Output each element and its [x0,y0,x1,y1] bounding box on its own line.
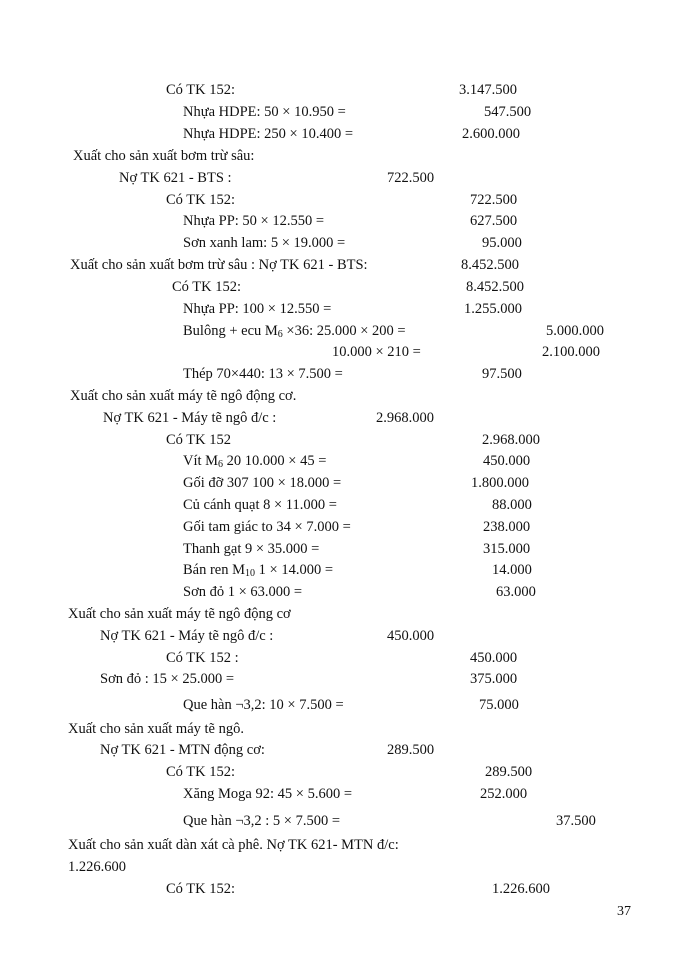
text-line: 10.000 × 210 = [332,344,421,360]
amount: 450.000 [483,453,531,469]
amount: 63.000 [496,584,536,600]
amount: 375.000 [470,671,518,687]
text-line: Nhựa PP: 50 × 12.550 = [183,213,325,229]
text-line: Có TK 152 [166,432,231,448]
amount: 627.500 [470,213,518,229]
amount: 75.000 [479,697,519,713]
text-line: Nhựa HDPE: 50 × 10.950 = [183,104,346,120]
text-line: Thép 70×440: 13 × 7.500 = [183,366,343,382]
amount: 8.452.500 [466,279,524,295]
amount: 8.452.500 [461,257,519,273]
amount: 722.500 [470,192,518,208]
amount: 1.226.600 [68,859,126,875]
amount: 97.500 [482,366,522,382]
text-line: Thanh gạt 9 × 35.000 = [183,541,320,557]
amount: 547.500 [484,104,532,120]
amount: 2.968.000 [482,432,540,448]
text-line: Nhựa HDPE: 250 × 10.400 = [183,126,354,142]
text-line: Có TK 152: [166,881,236,897]
text-line: Xăng Moga 92: 45 × 5.600 = [183,786,352,802]
text-line: Có TK 152: [172,279,242,295]
text-line: Nợ TK 621 - Máy tẽ ngô đ/c : [100,628,274,644]
amount: 1.255.000 [464,301,522,317]
amount: 3.147.500 [459,82,517,98]
text-line: Sơn đỏ : 15 × 25.000 = [100,671,234,687]
amount: 289.500 [485,764,533,780]
amount: 2.100.000 [542,344,600,360]
text-line: Que hàn ¬3,2: 10 × 7.500 = [183,697,344,713]
text-line: Que hàn ¬3,2 : 5 × 7.500 = [183,813,341,829]
amount: 37.500 [556,813,596,829]
amount: 1.800.000 [471,475,529,491]
amount: 252.000 [480,786,528,802]
text-line: Bán ren $M_{10}$ 1 × 14.000 = [183,562,333,579]
amount: 450.000 [387,628,435,644]
amount: 238.000 [483,519,531,535]
section-heading: Xuất cho sản xuất máy tẽ ngô động cơ [68,606,291,622]
text-line: Gối tam giác to 34 × 7.000 = [183,519,351,535]
text-line: Gối đỡ 307 100 × 18.000 = [183,475,342,491]
text-line: Nhựa PP: 100 × 12.550 = [183,301,332,317]
page-number: 37 [617,904,631,919]
text-line: Nợ TK 621 - BTS : [119,170,232,186]
amount: 1.226.600 [492,881,550,897]
amount: 14.000 [492,562,532,578]
section-heading: Xuất cho sản xuất dàn xát cà phê. Nợ TK 621- MTN đ/c: [68,837,399,853]
text-line: Nợ TK 621 - MTN động cơ: [100,742,265,758]
amount: 2.600.000 [462,126,520,142]
amount: 450.000 [470,650,518,666]
amount: 315.000 [483,541,531,557]
text-line: Có TK 152: [166,764,236,780]
text-line: Có TK 152: [166,192,236,208]
text-line: Có TK 152: [166,82,236,98]
text-line: Bulông + ecu $M_6 \times 36$: 25.000 × 200 = [183,323,406,340]
amount: 722.500 [387,170,435,186]
amount: 5.000.000 [546,323,604,339]
text-line: Sơn xanh lam: 5 × 19.000 = [183,235,346,251]
amount: 88.000 [492,497,532,513]
section-heading: Xuất cho sản xuất bơm trừ sâu : Nợ TK 621 - BTS: [70,257,368,273]
text-line: Sơn đỏ 1 × 63.000 = [183,584,303,600]
amount: 95.000 [482,235,522,251]
text-line: Nợ TK 621 - Máy tẽ ngô đ/c : [103,410,277,426]
amount: 289.500 [387,742,435,758]
section-heading: Xuất cho sản xuất máy tẽ ngô. [68,721,244,737]
text-line: Có TK 152 : [166,650,239,666]
section-heading: Xuất cho sản xuất máy tẽ ngô động cơ. [70,388,297,404]
text-line: Vít $M_6$ 20 10.000 × 45 = [183,453,327,470]
text-line: Củ cánh quạt 8 × 11.000 = [183,497,337,513]
amount: 2.968.000 [376,410,434,426]
section-heading: Xuất cho sản xuất bơm trừ sâu: [73,148,255,164]
